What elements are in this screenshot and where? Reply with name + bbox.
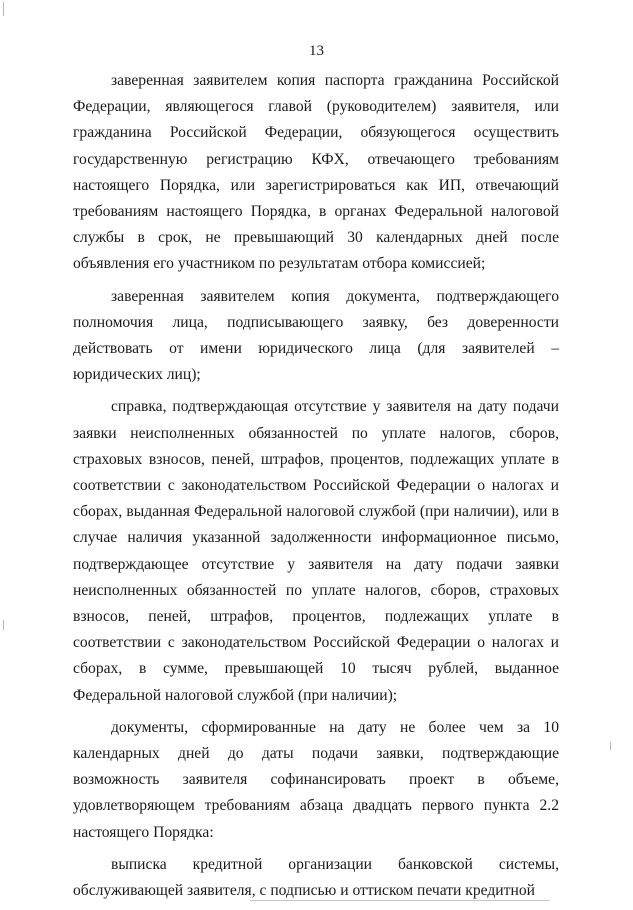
scan-mark xyxy=(3,2,4,16)
paragraph-passport-copy: заверенная заявителем копия паспорта гражданина Российской Федерации, являющегося главой (руководителем) заявителя, или гражданина Российской Федерации, обязующегося осуществить государственную регистрацию КФХ, отвечающего требованиям настоящего Порядка, или зарегистрироваться как ИП, отвечающий требованиям настоящего Порядка, в органах Федеральной налоговой службы в срок, не превышающий 30 календарных дней после объявления его участником по результатам отбора комиссией; xyxy=(73,72,559,273)
page-edge-line xyxy=(250,900,550,901)
paragraph-bank-statement: выписка кредитной организации банковской системы, обслуживающей заявителя, с подписью и оттиском печати кредитной xyxy=(73,855,559,900)
paragraph-cofinancing-documents: документы, сформированные на дату не более чем за 10 календарных дней до даты подачи заявки, подтверждающие возможность заявителя софинансировать проект в объеме, удовлетворяющем требованиям абзаца двадцать первого пункта 2.2 настоящего Порядка: xyxy=(73,718,559,841)
scan-mark xyxy=(3,620,4,630)
page-number: 13 xyxy=(309,43,324,59)
document-body xyxy=(73,68,559,910)
scan-mark xyxy=(610,742,611,750)
paragraph-tax-certificate: справка, подтверждающая отсутствие у заявителя на дату подачи заявки неисполненных обязанностей по уплате налогов, сборов, страховых взносов, пеней, штрафов, процентов, подлежащих уплате в соответствии с законодательством Российской Федерации о налогах и сборах, выданная Федеральной налоговой службой (при наличии), или в случае наличия указанной задолженности информационное письмо, подтверждающее отсутствие у заявителя на дату подачи заявки неисполненных обязанностей по уплате налогов, сборов, страховых взносов, пеней, штрафов, процентов, подлежащих уплате в соответствии с законодательством Российской Федерации о налогах и сборах, в сумме, превышающей 10 тысяч рублей, выданное Федеральной налоговой службой (при наличии); xyxy=(73,398,559,704)
paragraph-authority-document: заверенная заявителем копия документа, подтверждающего полномочия лица, подписывающего заявку, без доверенности действовать от имени юридического лица (для заявителей – юридических лиц); xyxy=(73,287,559,384)
